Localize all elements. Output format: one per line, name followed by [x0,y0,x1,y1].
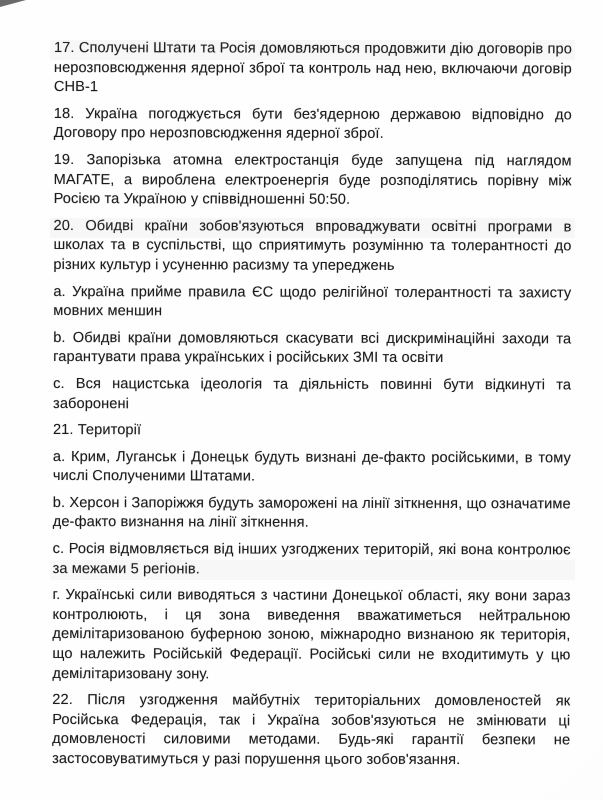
paragraph-18: 18. Україна погоджується бути без'ядерною державою відповідно до Договору про нерозповсюдження ядерної зброї. [53,105,572,143]
paragraph-20a: a. Україна прийме правила ЄС щодо релігійної толерантності та захисту мовних меншин [53,283,572,320]
paragraph-20c: c. Вся нацистська ідеологія та діяльність повинні бути відкинуті та заборонені [53,375,572,412]
paragraph-21d: г. Українські сили виводяться з частини Донецької області, яку вони зараз контролюють, і ця зона виведення вважатиметься нейтральною демілітаризованою буферною зоною, міжнародно визнаною як територія, що належить Російській Федерації. Російські сили не входитимуть у цю демілітаризовану зону. [52,587,571,683]
paragraph-19: 19. Запорізька атомна електростанція буде запущена під наглядом МАГАТЕ, а вироблена електроенергія буде розподілятись порівну між Росією та Україною у співвідношенні 50:50. [53,151,572,208]
paragraph-22: 22. Після узгодження майбутніх територіальних домовленостей як Російська Федерація, так і Україна зобов'язуються не змінювати ці домовленості силовими методами. Будь-які гарантії безпеки не застосовуватимуться у разі порушення цього зобов'язання. [52,692,571,769]
paragraph-20: 20. Обидві країни зобов'язуються впроваджувати освітні програми в школах та в суспільстві, що сприятимуть розумінню та толерантності до різних культур і усуненню расизму та упереджень [53,217,572,274]
paragraph-17: 17. Сполучені Штати та Росія домовляються продовжити дію договорів про нерозповсюдження ядерної зброї та контроль над нею, включаючи договір СНВ-1 [53,39,572,96]
document-content [52,39,572,771]
scan-corner-artifact [0,0,26,7]
paragraph-21c: c. Росія відмовляється від інших узгоджених територій, які вона контролює за межами 5 регіонів. [52,541,571,578]
paragraph-21: 21. Території [52,422,142,439]
paragraph-21a: a. Крим, Луганськ і Донецьк будуть визнані де-факто російськими, в тому числі Сполученими Штатами. [52,448,571,485]
paragraph-21b: b. Херсон і Запоріжжя будуть заморожені на лінії зіткнення, що означатиме де-факто визнання на лінії зіткнення. [52,494,571,532]
paragraph-20b: b. Обидві країни домовляються скасувати всі дискримінаційні заходи та гарантувати права українських і російських ЗМІ та освіти [53,329,572,367]
